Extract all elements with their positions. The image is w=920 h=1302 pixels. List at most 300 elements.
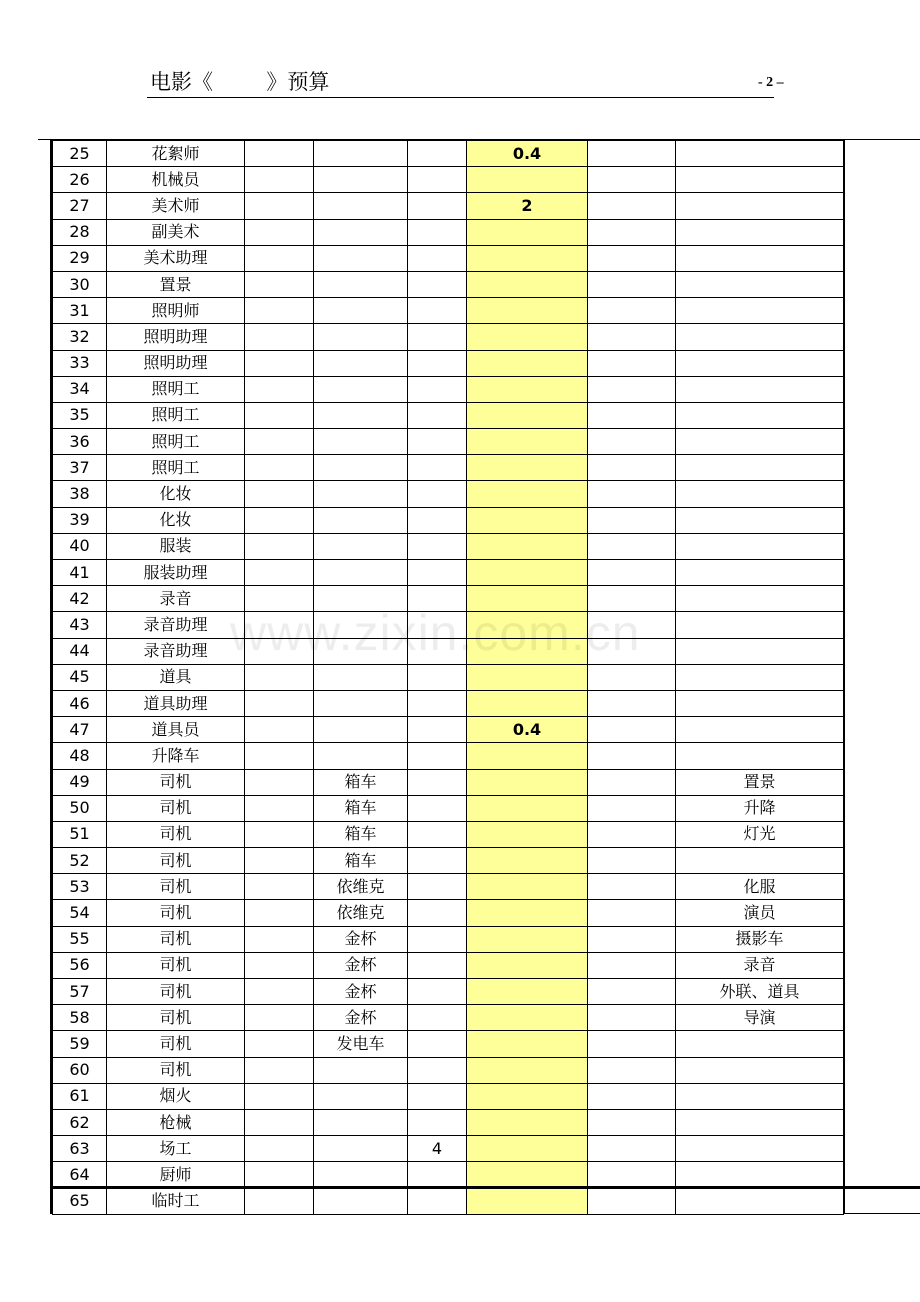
cell-role: 置景: [107, 271, 245, 297]
cell-quantity: [408, 1057, 467, 1083]
cell-note: [676, 455, 844, 481]
cell-col7: [588, 1057, 676, 1083]
cell-col3: [245, 298, 314, 324]
cell-note: [676, 638, 844, 664]
cell-vehicle: [314, 560, 408, 586]
cell-col3: [245, 271, 314, 297]
cell-highlight: [467, 664, 588, 690]
cell-vehicle: [314, 507, 408, 533]
table-row: [53, 586, 844, 612]
table-row: [53, 926, 844, 952]
cell-role: 化妆: [107, 481, 245, 507]
cell-quantity: [408, 219, 467, 245]
cell-vehicle: [314, 533, 408, 559]
table-row: [53, 769, 844, 795]
cell-vehicle: [314, 141, 408, 167]
cell-role: 照明工: [107, 376, 245, 402]
cell-note: [676, 429, 844, 455]
cell-quantity: [408, 1083, 467, 1109]
cell-note: [676, 717, 844, 743]
cell-quantity: [408, 245, 467, 271]
cell-number: 53: [53, 874, 107, 900]
cell-col7: [588, 769, 676, 795]
table-row: [53, 900, 844, 926]
cell-note: [676, 507, 844, 533]
cell-col7: [588, 664, 676, 690]
cell-role: 司机: [107, 769, 245, 795]
cell-highlight: 0.4: [467, 141, 588, 167]
cell-note: [676, 1162, 844, 1188]
cell-col7: [588, 350, 676, 376]
cell-number: 54: [53, 900, 107, 926]
table-row: [53, 952, 844, 978]
cell-vehicle: [314, 193, 408, 219]
table-row: [53, 560, 844, 586]
cell-vehicle: [314, 1083, 408, 1109]
cell-number: 26: [53, 167, 107, 193]
right-margin-rule: [843, 1213, 920, 1214]
cell-vehicle: [314, 612, 408, 638]
cell-vehicle: [314, 298, 408, 324]
cell-number: 55: [53, 926, 107, 952]
cell-note: [676, 690, 844, 716]
cell-role: 司机: [107, 848, 245, 874]
cell-note: [676, 245, 844, 271]
cell-col3: [245, 402, 314, 428]
cell-note: [676, 533, 844, 559]
cell-col7: [588, 1005, 676, 1031]
cell-quantity: [408, 1188, 467, 1214]
table-row: [53, 507, 844, 533]
cell-role: 照明工: [107, 402, 245, 428]
cell-quantity: [408, 874, 467, 900]
cell-vehicle: 箱车: [314, 795, 408, 821]
cell-note: 升降: [676, 795, 844, 821]
cell-col3: [245, 848, 314, 874]
cell-quantity: [408, 298, 467, 324]
cell-number: 32: [53, 324, 107, 350]
cell-col7: [588, 245, 676, 271]
cell-quantity: [408, 271, 467, 297]
cell-col7: [588, 1031, 676, 1057]
cell-col7: [588, 219, 676, 245]
cell-quantity: [408, 1109, 467, 1135]
cell-vehicle: [314, 690, 408, 716]
cell-quantity: [408, 429, 467, 455]
cell-quantity: 4: [408, 1136, 467, 1162]
cell-role: 枪械: [107, 1109, 245, 1135]
cell-vehicle: [314, 271, 408, 297]
cell-col3: [245, 926, 314, 952]
cell-col3: [245, 717, 314, 743]
cell-vehicle: 金杯: [314, 952, 408, 978]
cell-number: 59: [53, 1031, 107, 1057]
cell-quantity: [408, 324, 467, 350]
cell-quantity: [408, 612, 467, 638]
cell-col7: [588, 874, 676, 900]
cell-role: 道具助理: [107, 690, 245, 716]
cell-number: 28: [53, 219, 107, 245]
table-row: [53, 848, 844, 874]
cell-note: [676, 167, 844, 193]
cell-vehicle: [314, 245, 408, 271]
cell-role: 录音助理: [107, 638, 245, 664]
table-row: [53, 245, 844, 271]
cell-vehicle: [314, 1136, 408, 1162]
cell-note: [676, 271, 844, 297]
cell-number: 57: [53, 979, 107, 1005]
cell-vehicle: 依维克: [314, 900, 408, 926]
table-row: [53, 612, 844, 638]
cell-col3: [245, 638, 314, 664]
cell-highlight: [467, 1162, 588, 1188]
cell-role: 司机: [107, 795, 245, 821]
cell-vehicle: [314, 324, 408, 350]
cell-highlight: [467, 376, 588, 402]
table-row: [53, 219, 844, 245]
cell-highlight: [467, 533, 588, 559]
cell-col7: [588, 1136, 676, 1162]
cell-quantity: [408, 900, 467, 926]
cell-col7: [588, 167, 676, 193]
cell-role: 司机: [107, 1031, 245, 1057]
cell-col3: [245, 481, 314, 507]
cell-col7: [588, 1083, 676, 1109]
cell-vehicle: [314, 376, 408, 402]
cell-note: [676, 350, 844, 376]
cell-quantity: [408, 1031, 467, 1057]
cell-role: 临时工: [107, 1188, 245, 1214]
cell-number: 51: [53, 821, 107, 847]
cell-number: 35: [53, 402, 107, 428]
cell-vehicle: [314, 350, 408, 376]
cell-number: 52: [53, 848, 107, 874]
cell-col3: [245, 429, 314, 455]
cell-note: [676, 560, 844, 586]
cell-col3: [245, 560, 314, 586]
page-header-title: 电影《 》预算: [150, 70, 330, 94]
cell-col7: [588, 900, 676, 926]
cell-col7: [588, 402, 676, 428]
cell-quantity: [408, 376, 467, 402]
cell-quantity: [408, 664, 467, 690]
cell-col3: [245, 1057, 314, 1083]
cell-col7: [588, 533, 676, 559]
cell-col3: [245, 900, 314, 926]
table-row: [53, 979, 844, 1005]
cell-col7: [588, 376, 676, 402]
cell-highlight: [467, 926, 588, 952]
cell-col3: [245, 821, 314, 847]
table-row: [53, 481, 844, 507]
cell-note: [676, 612, 844, 638]
cell-number: 46: [53, 690, 107, 716]
cell-role: 服装助理: [107, 560, 245, 586]
cell-highlight: [467, 350, 588, 376]
cell-vehicle: [314, 1162, 408, 1188]
cell-col3: [245, 507, 314, 533]
cell-quantity: [408, 141, 467, 167]
table-row: [53, 795, 844, 821]
cell-quantity: [408, 455, 467, 481]
cell-quantity: [408, 533, 467, 559]
cell-col3: [245, 952, 314, 978]
cell-highlight: [467, 429, 588, 455]
cell-number: 60: [53, 1057, 107, 1083]
table-row: [53, 1031, 844, 1057]
cell-number: 56: [53, 952, 107, 978]
cell-number: 62: [53, 1109, 107, 1135]
cell-col3: [245, 1083, 314, 1109]
cell-role: 录音助理: [107, 612, 245, 638]
cell-role: 厨师: [107, 1162, 245, 1188]
table-row: [53, 324, 844, 350]
cell-col3: [245, 219, 314, 245]
cell-col3: [245, 612, 314, 638]
cell-number: 38: [53, 481, 107, 507]
cell-quantity: [408, 193, 467, 219]
cell-role: 照明师: [107, 298, 245, 324]
cell-col7: [588, 926, 676, 952]
cell-vehicle: [314, 481, 408, 507]
cell-number: 33: [53, 350, 107, 376]
table-row: [53, 533, 844, 559]
cell-col3: [245, 245, 314, 271]
cell-number: 25: [53, 141, 107, 167]
cell-note: 置景: [676, 769, 844, 795]
cell-note: 外联、道具: [676, 979, 844, 1005]
cell-col3: [245, 769, 314, 795]
cell-vehicle: 金杯: [314, 979, 408, 1005]
cell-note: 灯光: [676, 821, 844, 847]
cell-col3: [245, 586, 314, 612]
table-row: [53, 1109, 844, 1135]
table-row: [53, 1057, 844, 1083]
cell-highlight: 2: [467, 193, 588, 219]
table-row: [53, 402, 844, 428]
table-row: [53, 193, 844, 219]
cell-col7: [588, 324, 676, 350]
cell-note: [676, 1083, 844, 1109]
cell-quantity: [408, 560, 467, 586]
cell-note: [676, 219, 844, 245]
cell-number: 50: [53, 795, 107, 821]
cell-quantity: [408, 402, 467, 428]
cell-role: 美术助理: [107, 245, 245, 271]
cell-role: 升降车: [107, 743, 245, 769]
cell-note: 导演: [676, 1005, 844, 1031]
cell-role: 司机: [107, 900, 245, 926]
cell-col7: [588, 1109, 676, 1135]
table-row: [53, 821, 844, 847]
cell-col7: [588, 690, 676, 716]
cell-highlight: [467, 638, 588, 664]
table-row: [53, 638, 844, 664]
cell-highlight: [467, 219, 588, 245]
cell-highlight: [467, 979, 588, 1005]
cell-number: 58: [53, 1005, 107, 1031]
cell-highlight: [467, 507, 588, 533]
cell-role: 副美术: [107, 219, 245, 245]
table-row: [53, 167, 844, 193]
cell-role: 服装: [107, 533, 245, 559]
cell-note: [676, 193, 844, 219]
cell-vehicle: [314, 638, 408, 664]
cell-col3: [245, 795, 314, 821]
cell-quantity: [408, 848, 467, 874]
cell-highlight: [467, 1083, 588, 1109]
cell-col7: [588, 481, 676, 507]
cell-highlight: [467, 402, 588, 428]
cell-highlight: [467, 1057, 588, 1083]
cell-note: [676, 376, 844, 402]
cell-number: 63: [53, 1136, 107, 1162]
cell-col3: [245, 533, 314, 559]
cell-highlight: 0.4: [467, 717, 588, 743]
cell-role: 照明助理: [107, 324, 245, 350]
cell-number: 43: [53, 612, 107, 638]
cell-highlight: [467, 560, 588, 586]
cell-role: 照明助理: [107, 350, 245, 376]
watermark: www.zixin.com.cn: [230, 605, 641, 661]
cell-note: [676, 402, 844, 428]
cell-number: 31: [53, 298, 107, 324]
cell-col3: [245, 1188, 314, 1214]
cell-col7: [588, 638, 676, 664]
cell-vehicle: [314, 1109, 408, 1135]
cell-highlight: [467, 612, 588, 638]
cell-role: 道具员: [107, 717, 245, 743]
cell-col7: [588, 717, 676, 743]
cell-col7: [588, 1188, 676, 1214]
table-row: [53, 1136, 844, 1162]
cell-role: 道具: [107, 664, 245, 690]
cell-col7: [588, 743, 676, 769]
cell-highlight: [467, 900, 588, 926]
cell-quantity: [408, 769, 467, 795]
table-row: [53, 429, 844, 455]
cell-vehicle: 金杯: [314, 926, 408, 952]
table-row: [53, 1083, 844, 1109]
cell-quantity: [408, 586, 467, 612]
cell-role: 司机: [107, 1005, 245, 1031]
cell-highlight: [467, 821, 588, 847]
cell-quantity: [408, 795, 467, 821]
table-row: [53, 1188, 844, 1214]
cell-quantity: [408, 350, 467, 376]
budget-table: [52, 140, 844, 1215]
cell-highlight: [467, 690, 588, 716]
cell-number: 61: [53, 1083, 107, 1109]
cell-col7: [588, 271, 676, 297]
cell-quantity: [408, 1005, 467, 1031]
table-row: [53, 376, 844, 402]
cell-note: [676, 1188, 844, 1214]
cell-col7: [588, 952, 676, 978]
table-row: [53, 298, 844, 324]
cell-col7: [588, 795, 676, 821]
cell-note: [676, 743, 844, 769]
cell-number: 29: [53, 245, 107, 271]
cell-col3: [245, 1031, 314, 1057]
cell-quantity: [408, 743, 467, 769]
cell-col3: [245, 167, 314, 193]
table-row: [53, 690, 844, 716]
cell-col3: [245, 1005, 314, 1031]
table-row: [53, 743, 844, 769]
cell-vehicle: 依维克: [314, 874, 408, 900]
page-number: - 2 –: [758, 75, 784, 90]
table-row: [53, 141, 844, 167]
cell-note: 录音: [676, 952, 844, 978]
cell-number: 39: [53, 507, 107, 533]
cell-role: 机械员: [107, 167, 245, 193]
table-row: [53, 271, 844, 297]
cell-col7: [588, 979, 676, 1005]
cell-col7: [588, 141, 676, 167]
cell-col7: [588, 507, 676, 533]
cell-highlight: [467, 1188, 588, 1214]
cell-highlight: [467, 1109, 588, 1135]
cell-note: [676, 1031, 844, 1057]
cell-number: 45: [53, 664, 107, 690]
cell-col3: [245, 690, 314, 716]
cell-col3: [245, 874, 314, 900]
cell-col3: [245, 455, 314, 481]
cell-vehicle: [314, 402, 408, 428]
cell-vehicle: 金杯: [314, 1005, 408, 1031]
cell-note: [676, 664, 844, 690]
cell-vehicle: [314, 1188, 408, 1214]
cell-role: 烟火: [107, 1083, 245, 1109]
cell-note: [676, 324, 844, 350]
cell-highlight: [467, 324, 588, 350]
cell-vehicle: [314, 1057, 408, 1083]
cell-role: 场工: [107, 1136, 245, 1162]
cell-number: 65: [53, 1188, 107, 1214]
cell-highlight: [467, 1005, 588, 1031]
cell-highlight: [467, 298, 588, 324]
cell-col7: [588, 193, 676, 219]
cell-role: 花絮师: [107, 141, 245, 167]
cell-quantity: [408, 690, 467, 716]
cell-number: 64: [53, 1162, 107, 1188]
cell-quantity: [408, 167, 467, 193]
cell-number: 37: [53, 455, 107, 481]
header-underline: [147, 97, 774, 98]
cell-highlight: [467, 1136, 588, 1162]
cell-highlight: [467, 795, 588, 821]
cell-col3: [245, 664, 314, 690]
cell-vehicle: [314, 167, 408, 193]
cell-highlight: [467, 481, 588, 507]
cell-col3: [245, 979, 314, 1005]
cell-note: [676, 141, 844, 167]
cell-note: [676, 586, 844, 612]
table-row: [53, 350, 844, 376]
cell-col7: [588, 612, 676, 638]
cell-vehicle: [314, 743, 408, 769]
cell-vehicle: [314, 664, 408, 690]
cell-col7: [588, 455, 676, 481]
cell-col7: [588, 429, 676, 455]
cell-number: 36: [53, 429, 107, 455]
cell-vehicle: [314, 455, 408, 481]
cell-vehicle: 箱车: [314, 769, 408, 795]
cell-number: 40: [53, 533, 107, 559]
cell-number: 47: [53, 717, 107, 743]
cell-note: 演员: [676, 900, 844, 926]
